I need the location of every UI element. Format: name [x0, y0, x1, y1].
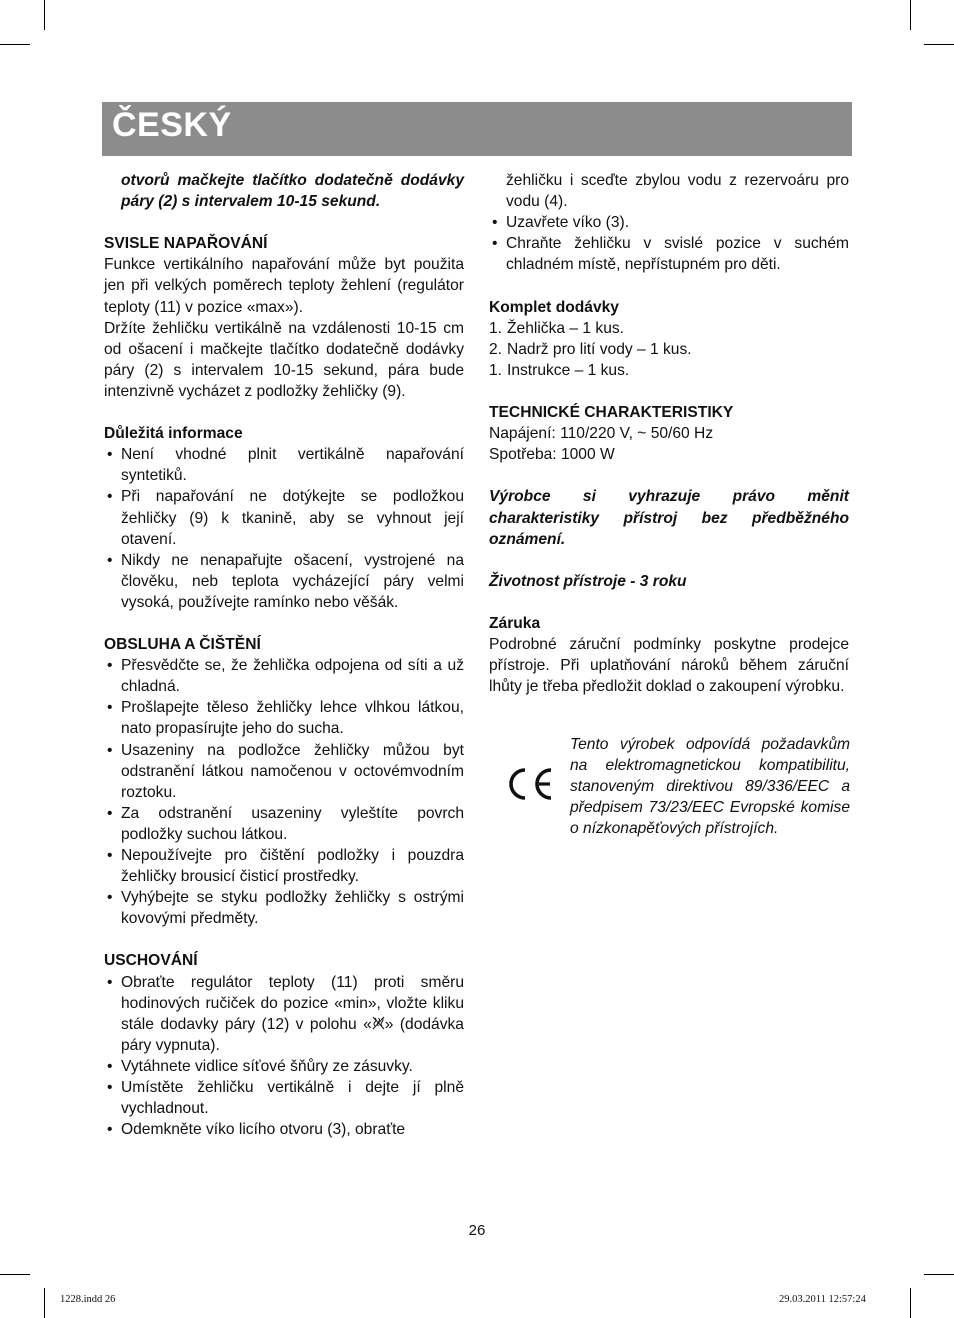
list-item: • Uzavřete víko (3). — [489, 212, 849, 233]
list-item: • Umístěte žehličku vertikálně i dejte jí plně vychladnout. — [104, 1077, 464, 1119]
section-heading-storage: USCHOVÁNÍ — [104, 952, 198, 970]
ce-compliance — [489, 718, 849, 848]
storage-list — [104, 972, 464, 1141]
list-item: • Nepoužívejte pro čištění podložky i pouzdra žehličky brousicí čisticí prostředky. — [104, 845, 464, 887]
crop-mark — [924, 44, 954, 45]
section-heading-tech: TECHNICKÉ CHARAKTERISTIKY — [489, 404, 734, 422]
important-list — [104, 444, 464, 613]
crop-mark — [44, 1288, 45, 1318]
list-item: • Není vhodné plnit vertikálně napařování syntetiků. — [104, 444, 464, 486]
list-item: • Usazeniny na podložce žehličky můžou byt odstranění látkou namočenou v octovémvodním roztoku. — [104, 740, 464, 803]
crop-mark — [910, 0, 911, 30]
storage-item-text-a: Obraťte regulátor teploty (11) proti směru hodinových ručiček do pozice «min», vložte kliku stále dodavky páry (12) v polohu « — [121, 973, 464, 1033]
item-text: Nadrž pro lití vody – 1 kus. — [507, 340, 692, 358]
continued-text: žehličku i sceďte zbylou vodu z rezervoáru pro vodu (4). — [506, 172, 849, 211]
storage-item-text-b: » (dodávka páry vypnuta). — [121, 1015, 464, 1054]
list-item: • Vyhýbejte se styku podložky žehličky s ostrými kovovými předměty. — [104, 887, 464, 929]
page-title: ČESKÝ — [112, 106, 232, 144]
vertical-paragraph-2: Držíte žehličku vertikálně na vzdálenosti 10-15 cm od ošacení i mačkejte tlačítko dodatečně dodávky páry (2) s intervalem 10-15 sekund, pára bude intenzivně vycházet z podložky žehličky (9). — [104, 319, 464, 400]
list-item — [489, 318, 849, 339]
list-item — [104, 972, 464, 1056]
tech-consumption: Spotřeba: 1000 W — [489, 446, 615, 464]
tech-power-supply: Napájení: 110/220 V, ~ 50/60 Hz — [489, 425, 714, 443]
lifetime-text: Životnost přístroje - 3 roku — [489, 572, 687, 590]
item-number: 1. — [489, 361, 503, 379]
warranty-text: Podrobné záruční podmínky poskytne prodejce přístroje. Při uplatňování nároků během záruční lhůty je třeba předložit doklad o zakoupení výrobku. — [489, 636, 849, 696]
section-heading-warranty: Záruka — [489, 614, 541, 632]
list-item: • Nikdy ne nenapařujte ošacení, vystrojené na člověku, neb teplota vycházející páry velmi vysoká, používejte ramínko nebo věšák. — [104, 550, 464, 613]
ce-compliance-text: Tento výrobek odpovídá požadavkům na elektromagnetickou kompatibilitu, stanoveným direktivou 89/336/EEC a předpisem 73/23/EEC Evropské komise o nízkonapěťových přístrojích. — [570, 736, 850, 838]
file-slug: 1228.indd 26 — [60, 1294, 116, 1305]
steam-off-icon — [372, 1016, 385, 1030]
item-number: 2. — [489, 340, 503, 358]
section-heading-cleaning: OBSLUHA A ČIŠTĚNÍ — [104, 636, 261, 654]
crop-mark — [44, 0, 45, 30]
crop-mark — [924, 1274, 954, 1275]
list-item: • Vytáhnete vidlice síťové šňůry ze zásuvky. — [104, 1056, 464, 1077]
crop-mark — [0, 1274, 30, 1275]
list-item: • Chraňte žehličku v svislé pozice v suchém chladném místě, nepřístupném pro děti. — [489, 233, 849, 275]
section-heading-vertical: SVISLE NAPAŘOVÁNÍ — [104, 235, 268, 253]
list-item: • Odemkněte víko licího otvoru (3), obraťte — [104, 1119, 464, 1140]
list-item — [489, 339, 849, 360]
list-item: • Prošlapejte těleso žehličky lehce vlhkou látkou, nato propasírujte jeho do sucha. — [104, 697, 464, 739]
vertical-paragraph-1: Funkce vertikálního napařování může byt použita jen při velkých poměrech teploty žehlení (regulátor teploty (11) v pozice «max»). — [104, 256, 464, 316]
crop-mark — [0, 44, 30, 45]
page-number: 26 — [468, 1222, 486, 1239]
ce-mark-icon — [505, 766, 555, 802]
item-text: Žehlička – 1 kus. — [507, 319, 625, 337]
list-item: • Za odstranění usazeniny vyleštíte povrch podložky suchou látkou. — [104, 803, 464, 845]
section-heading-important: Důležitá informace — [104, 425, 243, 443]
item-text: Instrukce – 1 kus. — [507, 361, 630, 379]
manufacturer-notice: Výrobce si vyhrazuje právo měnit charakteristiky přístroj bez předběžného oznámení. — [489, 488, 849, 548]
intro-text: otvorů mačkejte tlačítko dodatečně dodávky páry (2) s intervalem 10-15 sekund. — [121, 172, 464, 211]
section-heading-package: Komplet dodávky — [489, 298, 619, 316]
left-column — [104, 170, 464, 1140]
list-item: • Přesvědčte se, že žehlička odpojena od síti a už chladná. — [104, 655, 464, 697]
language-header — [102, 102, 852, 156]
list-item: • Při napařování ne dotýkejte se podložkou žehličky (9) k tkanině, aby se vyhnout její otavení. — [104, 486, 464, 549]
list-item — [489, 360, 849, 381]
date-slug: 29.03.2011 12:57:24 — [779, 1294, 866, 1305]
storage-list-continued — [489, 212, 849, 275]
right-column — [489, 170, 849, 848]
cleaning-list — [104, 655, 464, 929]
package-list — [489, 318, 849, 381]
item-number: 1. — [489, 319, 503, 337]
crop-mark — [910, 1288, 911, 1318]
